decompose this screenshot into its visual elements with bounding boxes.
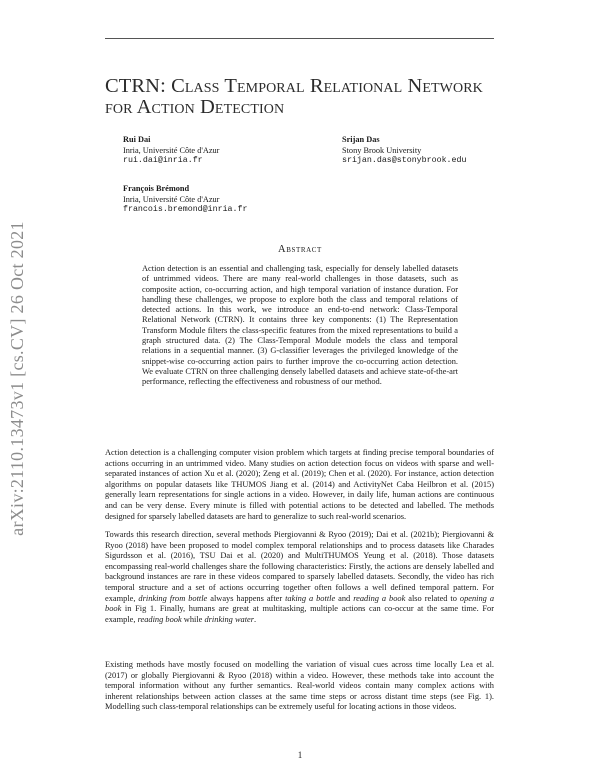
- abstract-text: Action detection is an essential and challenging task, especially for densely labelled datasets of untrimmed videos. There are many real-world challenges in those datasets, such as composite action, co-occurring action, and high temporal variation of instance duration. For handling these challenges, we propose to explore both the class and temporal relations of detected actions. In this work, we introduce an end-to-end network: Class-Temporal Relational Network (CTRN). It contains three key components: (1) The Representation Transform Module filters the class-specific features from the mixed representations to build a graph structured data. (2) The Class-Temporal Module models the class and temporal relations in a sequential manner. (3) G-classifier leverages the privileged knowledge of the snippet-wise co-occurring action pairs to further improve the co-occurring action detection. We evaluate CTRN on three challenging densely labelled datasets and achieve state-of-the-art performance, reflecting the effectiveness and robustness of our method.: [142, 264, 458, 387]
- body-paragraph: Existing methods have mostly focused on modelling the variation of visual cues across time locally Lea et al. (2017) or globally Piergiovanni & Ryoo (2018) within a video. However, these methods take into account the temporal information without any further semantics. Real-world videos contain many complex actions with inherent relationships between action classes at the same time steps or across distant time steps (see Fig. 1). Modelling such class-temporal relationships can be extremely useful for locating actions in those videos.: [105, 660, 494, 712]
- author-block: [123, 184, 247, 216]
- top-rule: [105, 38, 494, 39]
- arxiv-stamp: arXiv:2110.13473v1 [cs.CV] 26 Oct 2021: [6, 220, 27, 536]
- author-name: François Brémond: [123, 184, 190, 193]
- author-affiliation: Inria, Université Côte d'Azur: [123, 145, 220, 155]
- author-email: rui.dai@inria.fr: [123, 156, 203, 166]
- author-email: francois.bremond@inria.fr: [123, 205, 248, 215]
- abstract-heading: Abstract: [278, 244, 322, 255]
- page-number: 1: [297, 750, 303, 760]
- author-affiliation: Stony Brook University: [342, 145, 422, 155]
- author-block: [123, 135, 219, 167]
- author-name: Rui Dai: [123, 135, 151, 144]
- paper-title: CTRN: Class Temporal Relational Network for Action Detection: [105, 75, 483, 118]
- author-affiliation: Inria, Université Côte d'Azur: [123, 194, 220, 204]
- body-paragraph: Action detection is a challenging computer vision problem which targets at finding precise temporal boundaries of actions occurring in an untrimmed video. Many studies on action detection focus on videos with sparse and well-separated instances of action Xu et al. (2020); Zeng et al. (2019); Chen et al. (2020). For instance, action detection algorithms on popular datasets like THUMOS Jiang et al. (2014) and ActivityNet Caba Heilbron et al. (2015) generally learn representations for single actions in a video. However, in daily life, human actions are continuous and can be very dense. Every minute is filled with potential actions to be detected and labelled. The methods designed for sparsely labelled datasets are hard to generalize to such real-world scenarios.: [105, 448, 494, 521]
- author-block: [342, 135, 466, 167]
- author-name: Srijan Das: [342, 135, 380, 144]
- author-email: srijan.das@stonybrook.edu: [342, 156, 467, 166]
- body-paragraph: Towards this research direction, several methods Piergiovanni & Ryoo (2019); Dai et al. (2021b); Piergiovanni & Ryoo (2018) have been proposed to model complex temporal relationships and to process datasets like Charades Sigurdsson et al. (2016), TSU Dai et al. (2020) and MultiTHUMOS Yeung et al. (2018). Those datasets encompassing real-world challenges share the following characteristics: Firstly, the actions are densely labelled and background instances are rare in these videos compared to sparsely labelled datasets. Secondly, the video has rich temporal structure and a set of actions occurring together often follows a well defined temporal pattern. For example, drinking from bottle always happens after taking a bottle and reading a book also related to opening a book in Fig 1. Finally, humans are great at multitasking, multiple actions can co-occur at the same time. For example, reading book while drinking water.: [105, 530, 495, 624]
